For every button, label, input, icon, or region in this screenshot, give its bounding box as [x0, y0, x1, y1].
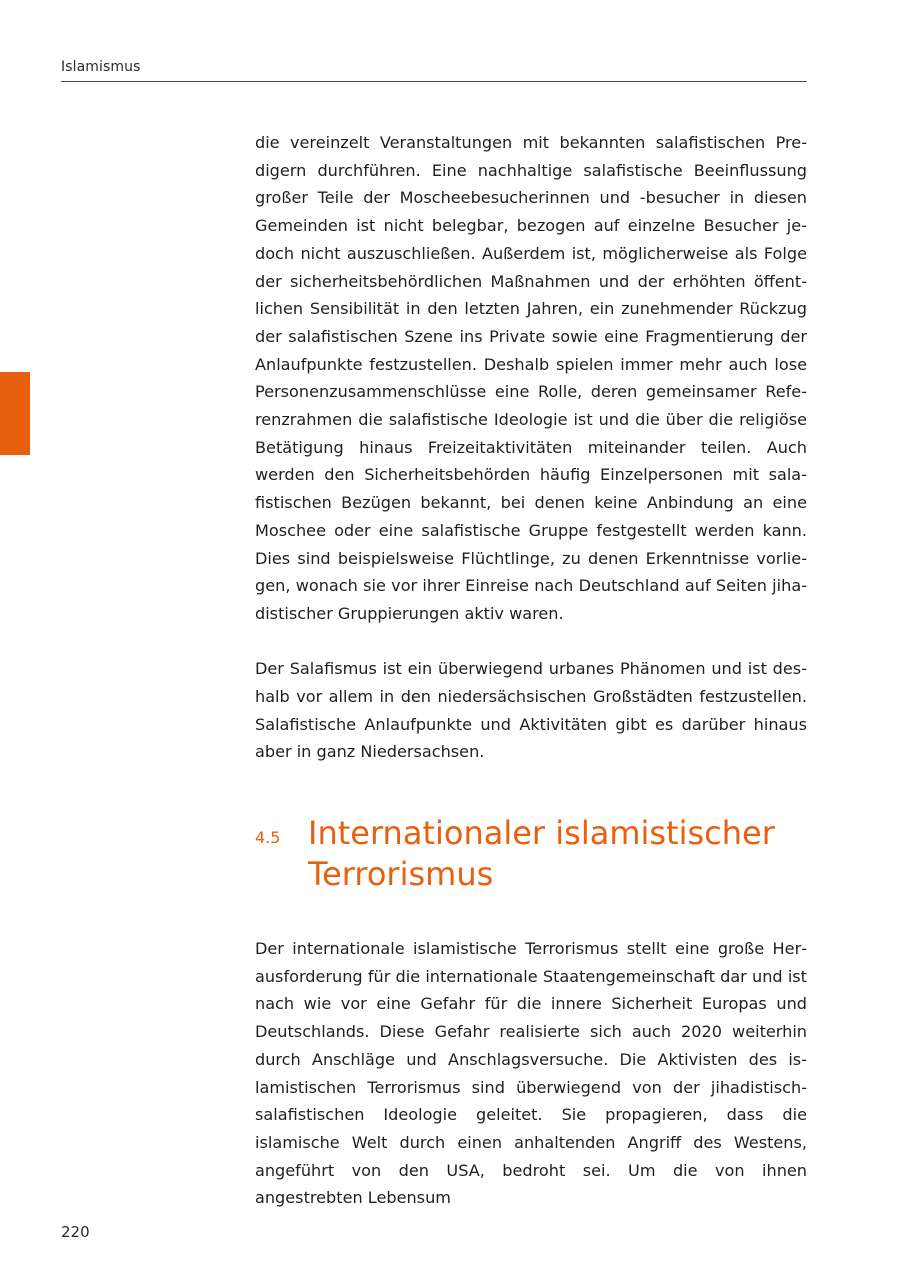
chapter-side-tab: [0, 372, 30, 455]
page-number: 220: [61, 1223, 90, 1241]
body-paragraph: die vereinzelt Veranstaltungen mit bekannten salafistischen Predigern durchführen. Eine nachhaltige salafistische Beeinflussung großer Teile der Moscheebesucherinnen und -besucher in diesen Gemeinden ist nicht belegbar, bezogen auf einzelne Besucher jedoch nicht auszuschließen. Außerdem ist, möglicherweise als Folge der sicherheitsbehördlichen Maßnahmen und der erhöhten öffentlichen Sensibilität in den letzten Jahren, ein zunehmender Rückzug der salafistischen Szene ins Private sowie eine Fragmentierung der Anlaufpunkte festzustellen. Deshalb spielen immer mehr auch lose Personenzusammenschlüsse eine Rolle, deren gemeinsamer Referenzrahmen die salafistische Ideologie ist und die über die religiöse Betätigung hinaus Freizeitaktivitäten miteinander teilen. Auch werden den Sicherheitsbehörden häufig Einzelpersonen mit salafistischen Bezügen bekannt, bei denen keine Anbindung an eine Moschee oder eine salafistische Gruppe festgestellt werden kann. Dies sind beispielsweise Flüchtlinge, zu denen Erkenntnisse vorliegen, wonach sie vor ihrer Einreise nach Deutschland auf Seiten jihadistischer Gruppierungen aktiv waren.: [255, 133, 807, 623]
section-body-text: [255, 935, 807, 1212]
body-text: [255, 129, 807, 766]
body-paragraph: Der Salafismus ist ein überwiegend urbanes Phänomen und ist deshalb vor allem in den niedersächsischen Großstädten festzustellen. Salafistische Anlaufpunkte und Aktivitäten gibt es darüber hinaus aber in ganz Niedersachsen.: [255, 659, 807, 762]
running-header: Islamismus: [61, 59, 141, 75]
section-title: Internationaler islamistischer Terrorismus: [308, 814, 775, 893]
header-rule: [61, 81, 807, 82]
section-number: 4.5: [255, 828, 281, 847]
section-paragraph: Der internationale islamistische Terrorismus stellt eine große Herausforderung für die internationale Staatengemeinschaft dar und ist nach wie vor eine Gefahr für die innere Sicherheit Europas und Deutschlands. Diese Gefahr realisierte sich auch 2020 weiterhin durch Anschläge und Anschlagsversuche. Die Aktivisten des islamistischen Terrorismus sind überwiegend von der jihadistisch-salafistischen Ideologie geleitet. Sie propagieren, dass die islamische Welt durch einen anhaltenden Angriff des Westens, angeführt von den USA, bedroht sei. Um die von ihnen angestrebten Lebensum: [255, 939, 807, 1208]
